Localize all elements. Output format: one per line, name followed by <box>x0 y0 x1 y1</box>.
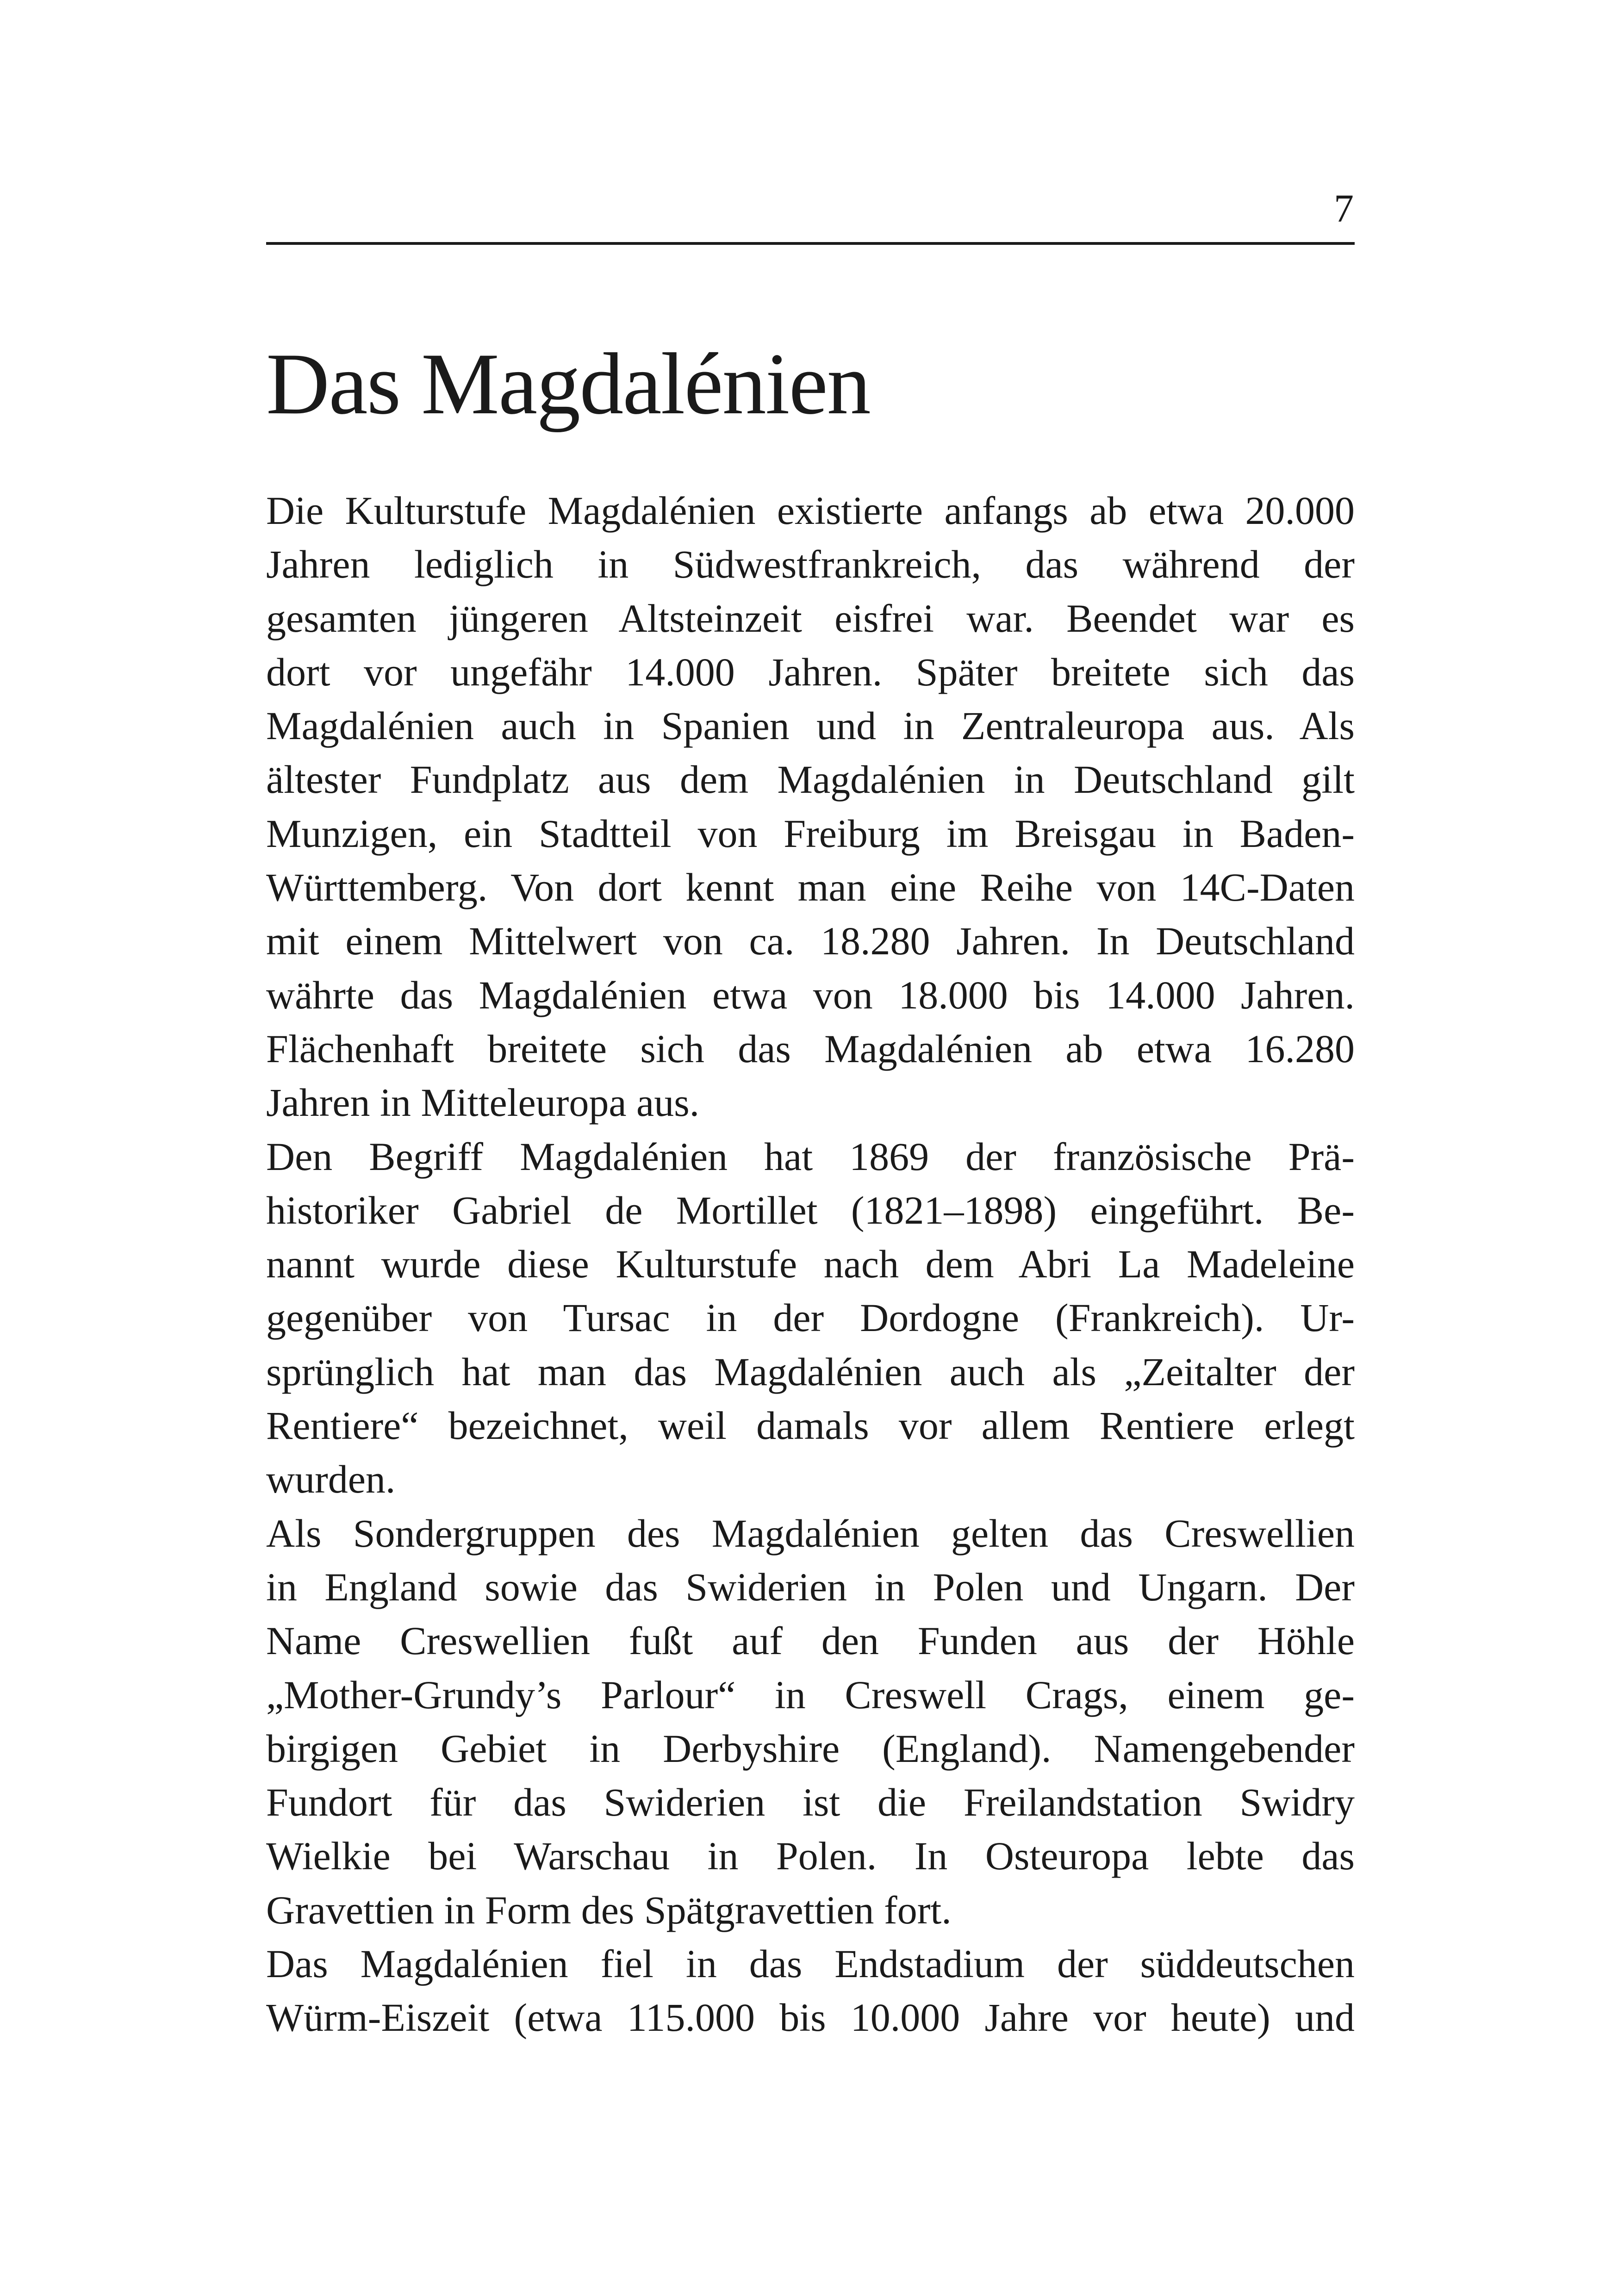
body-text <box>266 484 1355 2045</box>
text-line: Magdalénien auch in Spanien und in Zentraleuropa aus. Als <box>266 703 1355 748</box>
text-line: Rentiere“ bezeichnet, weil damals vor allem Rentiere erlegt <box>266 1403 1355 1448</box>
text-line: Württemberg. Von dort kennt man eine Reihe von 14C-Daten <box>266 865 1355 910</box>
text-line: sprünglich hat man das Magdalénien auch als „Zeitalter der <box>266 1349 1355 1394</box>
text-line: Name Creswellien fußt auf den Funden aus der Höhle <box>266 1618 1355 1663</box>
text-line: währte das Magdalénien etwa von 18.000 bis 14.000 Jahren. <box>266 972 1355 1017</box>
text-line: Jahren lediglich in Südwestfrankreich, das während der <box>266 542 1355 587</box>
text-line: Munzigen, ein Stadtteil von Freiburg im Breisgau in Baden- <box>266 811 1355 856</box>
text-line: mit einem Mittelwert von ca. 18.280 Jahren. In Deutschland <box>266 919 1355 964</box>
text-line: Jahren in Mitteleuropa aus. <box>266 1080 700 1125</box>
chapter-title: Das Magdalénien <box>266 336 870 433</box>
text-line: gesamten jüngeren Altsteinzeit eisfrei war. Beendet war es <box>266 596 1355 641</box>
text-line: wurden. <box>266 1457 396 1502</box>
text-line: dort vor ungefähr 14.000 Jahren. Später breitete sich das <box>266 649 1355 694</box>
text-line: nannt wurde diese Kulturstufe nach dem Abri La Madeleine <box>266 1242 1355 1287</box>
text-line: Das Magdalénien fiel in das Endstadium der süddeutschen <box>266 1941 1355 1986</box>
text-line: ältester Fundplatz aus dem Magdalénien in Deutschland gilt <box>266 757 1355 802</box>
text-line: Würm-Eiszeit (etwa 115.000 bis 10.000 Jahre vor heute) und <box>266 1995 1355 2040</box>
text-line: Den Begriff Magdalénien hat 1869 der französische Prä- <box>266 1134 1355 1179</box>
text-line: „Mother-Grundy’s Parlour“ in Creswell Crags, einem ge- <box>266 1672 1355 1717</box>
text-line: birgigen Gebiet in Derbyshire (England). Namengebender <box>266 1726 1355 1771</box>
text-line: Wielkie bei Warschau in Polen. In Osteuropa lebte das <box>266 1834 1355 1879</box>
header-rule <box>266 242 1355 245</box>
text-line: Fundort für das Swiderien ist die Freilandstation Swidry <box>266 1780 1355 1825</box>
text-line: in England sowie das Swiderien in Polen und Ungarn. Der <box>266 1564 1355 1609</box>
text-line: historiker Gabriel de Mortillet (1821–1898) eingeführt. Be- <box>266 1188 1355 1232</box>
text-line: Gravettien in Form des Spätgravettien fort. <box>266 1887 952 1932</box>
text-line: Flächenhaft breitete sich das Magdalénien ab etwa 16.280 <box>266 1026 1355 1071</box>
text-line: Als Sondergruppen des Magdalénien gelten das Creswellien <box>266 1511 1355 1556</box>
text-line: gegenüber von Tursac in der Dordogne (Frankreich). Ur- <box>266 1295 1355 1340</box>
page-number: 7 <box>1334 186 1354 230</box>
text-line: Die Kulturstufe Magdalénien existierte anfangs ab etwa 20.000 <box>266 488 1355 533</box>
